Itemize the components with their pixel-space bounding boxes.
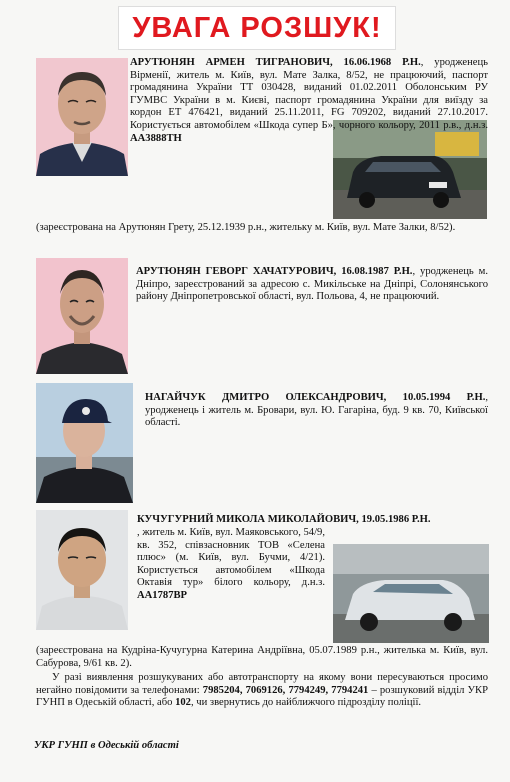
notice-text-a: У разі виявлення розшукуваних або автотранспорту на якому вони пересуваються просимо негайно повідомити за телефонами: bbox=[36, 672, 488, 696]
suspect-photo-3-image bbox=[36, 383, 133, 503]
contact-notice bbox=[36, 672, 488, 710]
person-3-description bbox=[145, 392, 488, 430]
person-1-name: АРУТЮНЯН АРМЕН ТИГРАНОВИЧ, 16.06.1968 Р.Н. bbox=[130, 57, 421, 68]
person-1-details: , уродженець Вірменії, житель м. Київ, вул. Мате Залка, 8/52, не працюючий, паспорт громадянина України ТТ 030428, виданий 01.02.2011 Оболонським РУ ГУМВС України в м. Києві, паспорт громадянина України для виїзду за кордон ЕТ 476421, виданий 25.11.2011, FG 709202, виданий 27.10.2017. Користується автомобілем «Шкода супер Б», чорного кольору, 2011 р.в., д.н.з. bbox=[130, 57, 488, 131]
person-2-details: , уродженець м. Дніпро, зареєстрований за адресою с. Микільське на Дніпрі, Солонянського району Дніпропетровської області, вул. Польова, 4, не працюючий. bbox=[136, 266, 489, 303]
suspect-photo-1-image bbox=[36, 58, 128, 176]
person-1-details-cont: (зареєстрована на Арутюнян Грету, 25.12.1939 р.н., жительку м. Київ, вул. Мате Залки, 8/52). bbox=[36, 222, 456, 233]
person-1-description-cont bbox=[36, 222, 488, 235]
person-3-details: , уродженець і житель м. Бровари, вул. Ю. Гагаріна, буд. 9 кв. 70, Київської області. bbox=[145, 392, 488, 429]
suspect-photo-1 bbox=[36, 58, 128, 176]
notice-text-c: , чи звернутись до найближчого підрозділу поліції. bbox=[190, 697, 422, 709]
person-4-plate: АА1787ВР bbox=[137, 589, 188, 601]
suspect-photo-3 bbox=[36, 383, 133, 503]
person-4-name: КУЧУГУРНИЙ МИКОЛА МИКОЛАЙОВИЧ, 19.05.1986 Р.Н. bbox=[137, 514, 431, 525]
suspect-photo-4 bbox=[36, 510, 128, 630]
notice-short-number: 102 bbox=[175, 697, 191, 709]
person-2-description bbox=[136, 266, 488, 304]
footer-signature: УКР ГУНП в Одеській області bbox=[34, 740, 179, 751]
warning-header bbox=[118, 6, 396, 50]
person-2-name: АРУТЮНЯН ГЕВОРГ ХАЧАТУРОВИЧ, 16.08.1987 Р.Н. bbox=[136, 266, 413, 277]
person-1-description bbox=[130, 57, 488, 145]
car-photo-4-image bbox=[333, 544, 489, 643]
suspect-photo-2-image bbox=[36, 258, 128, 374]
person-4-details-cont: (зареєстрована на Кудріна-Кучугурна Катерина Андріївна, 05.07.1989 р.н., жителька м. Київ, вул. Сабурова, 9/61 кв. 2). bbox=[36, 645, 488, 669]
person-4-details: , житель м. Київ, вул. Маяковського, 54/9, кв. 352, співзасновник ТОВ «Селена плюс» (м. Київ, вул. Бучми, 4/21). Користується автомобілем «Шкода Октавія тур» білого кольору, д.н.з. bbox=[137, 527, 325, 589]
page-title: УВАГА РОЗШУК! bbox=[132, 11, 382, 44]
notice-phones: 7985204, 7069126, 7794249, 7794241 bbox=[202, 684, 369, 696]
suspect-photo-2 bbox=[36, 258, 128, 374]
notice-text-b: – розшуковий відділ УКР ГУНП в Одеській області, або bbox=[36, 684, 488, 709]
person-1-plate: АА3888ТН bbox=[130, 132, 182, 144]
car-photo-4 bbox=[333, 544, 489, 643]
person-4-description-body bbox=[137, 527, 325, 603]
person-3-name: НАГАЙЧУК ДМИТРО ОЛЕКСАНДРОВИЧ, 10.05.1994 Р.Н. bbox=[145, 392, 486, 403]
person-4-description-cont bbox=[36, 645, 488, 670]
person-4-description bbox=[137, 514, 488, 527]
suspect-photo-4-image bbox=[36, 510, 128, 630]
